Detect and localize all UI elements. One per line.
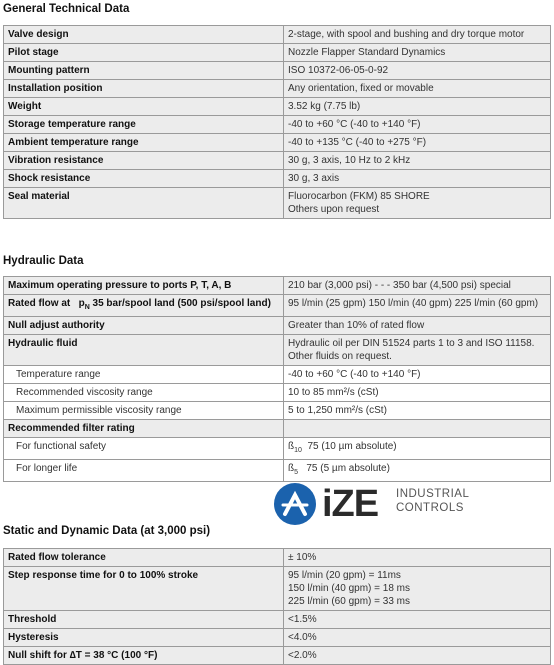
table-row bbox=[4, 420, 551, 438]
table-row bbox=[4, 402, 551, 420]
pressure-symbol: p bbox=[78, 298, 85, 309]
row-value: Greater than 10% of rated flow bbox=[284, 317, 551, 335]
general-section-title: General Technical Data bbox=[3, 3, 130, 15]
table-row bbox=[4, 152, 551, 170]
row-label: Hydraulic fluid bbox=[4, 335, 284, 366]
beta-symbol: ß bbox=[288, 441, 295, 452]
row-label: Vibration resistance bbox=[4, 152, 284, 170]
row-value bbox=[284, 567, 551, 611]
static-dynamic-section-title: Static and Dynamic Data (at 3,000 psi) bbox=[3, 525, 211, 537]
row-value bbox=[284, 629, 551, 647]
row-label: Temperature range bbox=[4, 366, 284, 384]
row-value bbox=[284, 26, 551, 44]
table-row bbox=[4, 170, 551, 188]
value-line: 2-stage, with spool and bushing and dry torque motor bbox=[288, 29, 525, 40]
table-row bbox=[4, 611, 551, 629]
table-row bbox=[4, 98, 551, 116]
table-row bbox=[4, 44, 551, 62]
row-label: Recommended filter rating bbox=[4, 420, 284, 438]
row-value bbox=[284, 134, 551, 152]
row-value bbox=[284, 335, 551, 366]
row-value bbox=[284, 80, 551, 98]
row-label: For longer life bbox=[4, 460, 284, 482]
value-line: Others upon request bbox=[288, 204, 380, 215]
row-value bbox=[284, 116, 551, 134]
value-line: 95 l/min (20 gpm) = 11ms bbox=[288, 570, 401, 581]
value-line: ± 10% bbox=[288, 552, 317, 563]
table-row bbox=[4, 647, 551, 665]
table-row bbox=[4, 26, 551, 44]
row-value bbox=[284, 188, 551, 219]
value-line: Other fluids on request. bbox=[288, 351, 392, 362]
row-value bbox=[284, 438, 551, 460]
filter-value: 75 (5 µm absolute) bbox=[306, 463, 390, 474]
row-label: Weight bbox=[4, 98, 284, 116]
row-label: Threshold bbox=[4, 611, 284, 629]
value-line: ISO 10372-06-05-0-92 bbox=[288, 65, 389, 76]
table-row bbox=[4, 366, 551, 384]
table-row bbox=[4, 188, 551, 219]
table-row bbox=[4, 80, 551, 98]
value-line: Hydraulic oil per DIN 51524 parts 1 to 3 and ISO 11158. bbox=[288, 338, 535, 349]
row-label bbox=[4, 295, 284, 317]
row-value bbox=[284, 44, 551, 62]
table-row bbox=[4, 549, 551, 567]
row-label: Installation position bbox=[4, 80, 284, 98]
logo-industrial-text: INDUSTRIAL bbox=[396, 488, 470, 500]
table-row bbox=[4, 277, 551, 295]
row-value: 210 bar (3,000 psi) - - - 350 bar (4,500 psi) special bbox=[284, 277, 551, 295]
pressure-subscript: N bbox=[84, 304, 90, 311]
value-line: 150 l/min (40 gpm) = 18 ms bbox=[288, 583, 410, 594]
row-label: Seal material bbox=[4, 188, 284, 219]
logo-brand-text: iZE bbox=[322, 483, 379, 525]
row-value bbox=[284, 611, 551, 629]
hydraulic-data-table bbox=[3, 276, 551, 482]
row-label: Null adjust authority bbox=[4, 317, 284, 335]
value-line: Any orientation, fixed or movable bbox=[288, 83, 434, 94]
table-row bbox=[4, 384, 551, 402]
static-dynamic-table bbox=[3, 548, 551, 665]
value-line: Nozzle Flapper Standard Dynamics bbox=[288, 47, 446, 58]
row-value bbox=[284, 62, 551, 80]
row-label: Hysteresis bbox=[4, 629, 284, 647]
beta-subscript: 10 bbox=[294, 447, 302, 454]
filter-value: 75 (10 µm absolute) bbox=[307, 441, 397, 452]
value-line: 225 l/min (60 gpm) = 33 ms bbox=[288, 596, 410, 607]
row-value bbox=[284, 460, 551, 482]
row-value bbox=[284, 98, 551, 116]
row-label: Maximum operating pressure to ports P, T, A, B bbox=[4, 277, 284, 295]
row-value: 5 to 1,250 mm²/s (cSt) bbox=[284, 402, 551, 420]
general-technical-table bbox=[3, 25, 551, 219]
value-line: -40 to +60 °C (-40 to +140 °F) bbox=[288, 119, 421, 130]
table-row bbox=[4, 438, 551, 460]
row-label: Step response time for 0 to 100% stroke bbox=[4, 567, 284, 611]
table-row bbox=[4, 317, 551, 335]
value-line: 30 g, 3 axis, 10 Hz to 2 kHz bbox=[288, 155, 411, 166]
rated-flow-label-a: Rated flow at bbox=[8, 298, 71, 309]
row-value: -40 to +60 °C (-40 to +140 °F) bbox=[284, 366, 551, 384]
row-label: Ambient temperature range bbox=[4, 134, 284, 152]
row-label: Valve design bbox=[4, 26, 284, 44]
company-logo bbox=[270, 480, 470, 530]
row-label: Shock resistance bbox=[4, 170, 284, 188]
row-label: For functional safety bbox=[4, 438, 284, 460]
value-line: 30 g, 3 axis bbox=[288, 173, 340, 184]
table-row bbox=[4, 567, 551, 611]
row-label: Recommended viscosity range bbox=[4, 384, 284, 402]
rated-flow-label-b: 35 bar/spool land (500 psi/spool land) bbox=[92, 298, 271, 309]
table-row bbox=[4, 335, 551, 366]
table-row bbox=[4, 134, 551, 152]
row-label: Null shift for ∆T = 38 °C (100 °F) bbox=[4, 647, 284, 665]
value-line: Fluorocarbon (FKM) 85 SHORE bbox=[288, 191, 430, 202]
row-value bbox=[284, 170, 551, 188]
row-value: 95 l/min (25 gpm) 150 l/min (40 gpm) 225 l/min (60 gpm) bbox=[284, 295, 551, 317]
row-label: Pilot stage bbox=[4, 44, 284, 62]
row-label: Storage temperature range bbox=[4, 116, 284, 134]
value-line: <4.0% bbox=[288, 632, 317, 643]
row-value bbox=[284, 549, 551, 567]
value-line: <2.0% bbox=[288, 650, 317, 661]
beta-symbol: ß bbox=[288, 463, 295, 474]
table-row bbox=[4, 62, 551, 80]
hydraulic-section-title: Hydraulic Data bbox=[3, 255, 84, 267]
row-value bbox=[284, 152, 551, 170]
table-row bbox=[4, 116, 551, 134]
row-label: Rated flow tolerance bbox=[4, 549, 284, 567]
row-label: Mounting pattern bbox=[4, 62, 284, 80]
value-line: -40 to +135 °C (-40 to +275 °F) bbox=[288, 137, 427, 148]
table-row bbox=[4, 629, 551, 647]
row-value bbox=[284, 647, 551, 665]
row-value: 10 to 85 mm²/s (cSt) bbox=[284, 384, 551, 402]
row-label: Maximum permissible viscosity range bbox=[4, 402, 284, 420]
logo-controls-text: CONTROLS bbox=[396, 502, 464, 514]
table-row bbox=[4, 460, 551, 482]
table-row bbox=[4, 295, 551, 317]
row-value bbox=[284, 420, 551, 438]
value-line: <1.5% bbox=[288, 614, 317, 625]
beta-subscript: 5 bbox=[294, 469, 299, 476]
logo-mark-icon bbox=[274, 483, 316, 525]
value-line: 3.52 kg (7.75 lb) bbox=[288, 101, 361, 112]
